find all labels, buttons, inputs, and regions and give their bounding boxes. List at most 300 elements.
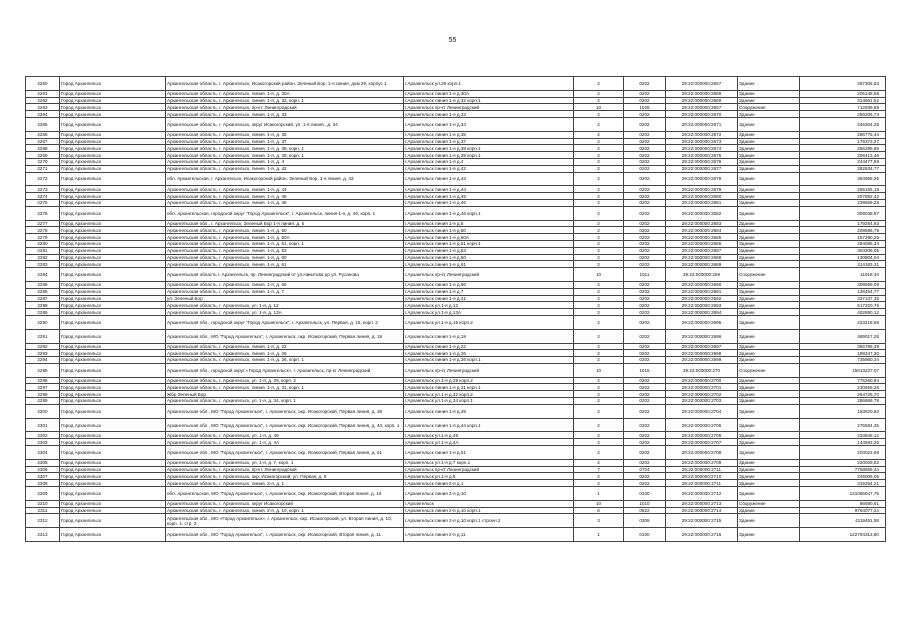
cell-cadastral-value: 122794313,80 [800, 528, 886, 542]
cell-cadastral-number: 29:22:000000:2713 [666, 500, 738, 507]
cell-cadastral-value: 136454,77 [800, 288, 886, 295]
cell-object-type: Здание [738, 281, 800, 288]
cell-group-code: 2 [574, 186, 624, 193]
table-row [26, 186, 886, 193]
cell-group-code: 2 [574, 90, 624, 97]
cell-cadastral-number: 29:22:000000:2699 [666, 357, 738, 364]
cell-cadastral-value: 208596,79 [800, 227, 886, 234]
cell-municipality: Город Архангельск [60, 131, 166, 138]
cell-type-code: 0202 [624, 111, 666, 118]
table-row [26, 145, 886, 152]
cell-municipality: Город Архангельск [60, 473, 166, 480]
table-body [26, 77, 886, 542]
cell-object-type: Здание [738, 158, 800, 165]
cell-short-address: г.Архангельск линия 1-я д.60 [404, 254, 574, 261]
cell-object-type: Здание [738, 309, 800, 316]
cell-cadastral-value: 179284,63 [800, 220, 886, 227]
cell-cadastral-value: 220029,82 [800, 459, 886, 466]
cell-row-number: 2303 [26, 439, 60, 446]
cell-cadastral-number: 29:22:000000:2715 [666, 514, 738, 528]
cell-short-address: г.Архангельск линия 1-я д.51 корп.1 [404, 240, 574, 247]
cell-short-address: г.Архангельск линия 1-я д.5 [404, 220, 574, 227]
cell-group-code: 2 [574, 172, 624, 186]
cell-municipality: Город Архангельск [60, 500, 166, 507]
cell-cadastral-value: 207892,42 [800, 193, 886, 200]
cell-object-type: Сооружение [738, 104, 800, 111]
cell-object-type: Здание [738, 152, 800, 159]
cell-row-number: 2305 [26, 459, 60, 466]
cell-row-number: 2293 [26, 350, 60, 357]
cell-type-code: 0202 [624, 138, 666, 145]
cell-cadastral-value: 233848,12 [800, 432, 886, 439]
cell-row-number: 2279 [26, 234, 60, 241]
cell-type-code: 1015 [624, 363, 666, 377]
cell-type-code: 0202 [624, 227, 666, 234]
cell-short-address: г.Архангельск линия 1-я д.41 [404, 295, 574, 302]
cell-row-number: 2287 [26, 295, 60, 302]
cell-cadastral-number: 29:22:000000:2686 [666, 240, 738, 247]
cell-short-address: г.Архангельск ул.1-я д.13А [404, 309, 574, 316]
cell-group-code: 10 [574, 268, 624, 282]
cell-short-address: г.Архангельск линия 1-я д.46 [404, 199, 574, 206]
cell-short-address: г.Архангельск линия 1-я д.33 [404, 111, 574, 118]
cell-cadastral-value: 735960,34 [800, 357, 886, 364]
cell-municipality: Город Архангельск [60, 97, 166, 104]
cell-municipality: Город Архангельск [60, 446, 166, 460]
cell-group-code: 2 [574, 234, 624, 241]
cell-municipality: Город Архангельск [60, 459, 166, 466]
cell-type-code: 0100 [624, 528, 666, 542]
cell-cadastral-value: 131066047,75 [800, 487, 886, 501]
table-row [26, 111, 886, 118]
cell-cadastral-value: 144593,25 [800, 439, 886, 446]
cell-row-number: 2269 [26, 152, 60, 159]
cell-short-address: г.Архангельск линия 1-я д.53 [404, 247, 574, 254]
table-row [26, 227, 886, 234]
cell-cadastral-value: 265155,19 [800, 186, 886, 193]
cell-cadastral-value: 130804,04 [800, 254, 886, 261]
cell-row-number: 2294 [26, 357, 60, 364]
cell-group-code: 2 [574, 227, 624, 234]
cell-row-number: 2298 [26, 391, 60, 398]
table-row [26, 528, 886, 542]
cell-row-number: 2268 [26, 145, 60, 152]
cell-cadastral-number: 29:22:000000:2671 [666, 117, 738, 131]
cell-group-code: 2 [574, 288, 624, 295]
cell-type-code: 0202 [624, 152, 666, 159]
cell-cadastral-value: 230659,28 [800, 384, 886, 391]
cell-cadastral-number: 29:22:000000:2674 [666, 145, 738, 152]
cell-type-code: 0202 [624, 240, 666, 247]
cell-type-code: 0202 [624, 315, 666, 329]
cell-municipality: Город Архангельск [60, 384, 166, 391]
cell-short-address: г.Архангельск ул.1-я д.15 корп.2 [404, 315, 574, 329]
cell-type-code: 0202 [624, 158, 666, 165]
table-row [26, 90, 886, 97]
cell-cadastral-number: 29:22:000000:2707 [666, 439, 738, 446]
cell-row-number: 2288 [26, 302, 60, 309]
cell-full-address: Архангельская область, г. Архангельск, ул. 1-я, д. 12 [166, 302, 404, 309]
cell-municipality: Город Архангельск [60, 514, 166, 528]
cell-row-number: 2280 [26, 240, 60, 247]
table-row [26, 288, 886, 295]
cell-type-code: 0822 [624, 507, 666, 514]
cell-cadastral-number: 29:22:000000:2693 [666, 302, 738, 309]
cell-municipality: Город Архангельск [60, 404, 166, 418]
cell-municipality: Город Архангельск [60, 466, 166, 473]
cell-object-type: Здание [738, 240, 800, 247]
cell-row-number: 2292 [26, 343, 60, 350]
cell-group-code: 2 [574, 432, 624, 439]
cell-cadastral-number: 29:22:000000:2708 [666, 446, 738, 460]
cell-type-code: 0202 [624, 309, 666, 316]
cell-full-address: Архангельская обл., МО "Город Архангельск", г. Архангельск, окр. Исакогорский, Вторая линия, д. 11 [166, 528, 404, 542]
table-row [26, 254, 886, 261]
cell-short-address: г.Архангельск пр-кт Ленинградский [404, 363, 574, 377]
cell-full-address: Архангельская область, г. Архангельск, линия. 1-я, д. 53 [166, 247, 404, 254]
cell-row-number: 2262 [26, 97, 60, 104]
cell-type-code: 0202 [624, 357, 666, 364]
cell-full-address: Архангельская область, г. Архангельск, линия. 1-я, д. 50 [166, 227, 404, 234]
cell-group-code: 2 [574, 111, 624, 118]
cell-short-address: г.Архангельск ул.1-я д.12 [404, 302, 574, 309]
table-row [26, 487, 886, 501]
cell-cadastral-number: 29:22:000000:2702 [666, 391, 738, 398]
table-row [26, 480, 886, 487]
table-row [26, 117, 886, 131]
table-row [26, 261, 886, 268]
cell-row-number: 2278 [26, 227, 60, 234]
cell-row-number: 2301 [26, 418, 60, 432]
cell-object-type: Здание [738, 193, 800, 200]
cell-cadastral-value: 309569,09 [800, 281, 886, 288]
cell-row-number: 2300 [26, 404, 60, 418]
cell-group-code: 2 [574, 357, 624, 364]
cell-short-address: г.Архангельск ул.1-я д.49 [404, 432, 574, 439]
cell-short-address: г.Архангельск пр-кт Ленинградский [404, 268, 574, 282]
cell-group-code: 2 [574, 117, 624, 131]
cell-cadastral-value: 286775,44 [800, 131, 886, 138]
table-row [26, 104, 886, 111]
cell-full-address: Архангельская обл., городской округ «Город Архангельск», г. Архангельск, пр-кт Ленинградский [166, 363, 404, 377]
cell-object-type: Сооружение [738, 268, 800, 282]
cell-full-address: Архангельская область, г. Архангельск, линия. 1-я, д. 35 [166, 131, 404, 138]
cell-full-address: Архангельская область, г. Архангельск, линия. 1-я, д. 44 [166, 186, 404, 193]
cell-cadastral-value: 244477,58 [800, 158, 886, 165]
cell-cadastral-value: 287306,53 [800, 77, 886, 91]
cell-row-number: 2284 [26, 268, 60, 282]
cell-short-address: г.Архангельск линия 1-я д.22 [404, 343, 574, 350]
cell-municipality: Город Архангельск [60, 398, 166, 405]
cell-short-address: г.Архангельск линия 1-я д.50А [404, 234, 574, 241]
cell-group-code: 8 [574, 507, 624, 514]
cell-cadastral-number: 29:22:000000:2716 [666, 528, 738, 542]
cell-group-code: 2 [574, 329, 624, 343]
table-row [26, 398, 886, 405]
cell-municipality: Город Архангельск [60, 220, 166, 227]
cell-type-code: 0202 [624, 302, 666, 309]
cell-object-type: Здание [738, 343, 800, 350]
cell-municipality: Город Архангельск [60, 439, 166, 446]
cell-full-address: ул. Зеленый Бор [166, 295, 404, 302]
cell-row-number: 2299 [26, 398, 60, 405]
cell-object-type: Здание [738, 487, 800, 501]
cell-municipality: Город Архангельск [60, 357, 166, 364]
cell-municipality: Город Архангельск [60, 77, 166, 91]
cell-municipality: Город Архангельск [60, 391, 166, 398]
cell-cadastral-number: 29:22:000000:2681 [666, 199, 738, 206]
cell-full-address: Жбр Зеленый Бор [166, 391, 404, 398]
cell-full-address: Архангельская обл., МО "Город Архангельск", г. Архангельск, окр. Исакогорский, Первая линия, д. 39 [166, 404, 404, 418]
cell-short-address: г.Архангельск пр-кт Ленинградский [404, 104, 574, 111]
cell-type-code: 0202 [624, 165, 666, 172]
cell-group-code: 2 [574, 459, 624, 466]
cell-cadastral-value: 189347,30 [800, 350, 886, 357]
cell-short-address: г.Архангельск линия 1-я д.50 [404, 227, 574, 234]
table-row [26, 329, 886, 343]
cell-short-address: г.Архангельск линия 1-я д.51 [404, 446, 574, 460]
cell-row-number: 2281 [26, 247, 60, 254]
cell-object-type: Здание [738, 391, 800, 398]
cell-full-address: Архангельская область, г. Архангельск, линия. 1-я, д. 30А [166, 90, 404, 97]
cell-group-code: 2 [574, 240, 624, 247]
cell-municipality: Город Архангельск [60, 186, 166, 193]
cell-municipality: Город Архангельск [60, 268, 166, 282]
cell-short-address: г.Архангельск линия 1-я д.37 [404, 138, 574, 145]
cell-municipality: Город Архангельск [60, 528, 166, 542]
cell-row-number: 2309 [26, 487, 60, 501]
table-row [26, 384, 886, 391]
cell-row-number: 2267 [26, 138, 60, 145]
cell-group-code: 2 [574, 247, 624, 254]
cell-cadastral-value: 294085,34 [800, 240, 886, 247]
cell-cadastral-number: 29:22:000000:2703 [666, 398, 738, 405]
cell-short-address: г.Архангельск линия 1-я д.35 [404, 131, 574, 138]
cell-row-number: 2308 [26, 480, 60, 487]
cell-full-address: Архангельская область, г. Архангельск, линия. 2-я, д. 1 [166, 480, 404, 487]
cell-object-type: Здание [738, 377, 800, 384]
cell-type-code: 0202 [624, 398, 666, 405]
cell-type-code: 0202 [624, 254, 666, 261]
table-row [26, 439, 886, 446]
cell-object-type: Здание [738, 138, 800, 145]
cell-cadastral-value: 712939,89 [800, 104, 886, 111]
cell-full-address: Архангельская область, г. Архангельск, ул. 1-я, д. 13А [166, 309, 404, 316]
cell-group-code: 2 [574, 302, 624, 309]
cell-cadastral-value: 223218,58 [800, 315, 886, 329]
cell-cadastral-value: 206413,46 [800, 152, 886, 159]
table-row [26, 377, 886, 384]
cell-object-type: Здание [738, 439, 800, 446]
table-row [26, 295, 886, 302]
cell-type-code: 0100 [624, 487, 666, 501]
cell-row-number: 2306 [26, 466, 60, 473]
cell-short-address: г.Архангельск пр-кт Ленинградский [404, 466, 574, 473]
cell-type-code: 0202 [624, 459, 666, 466]
cell-type-code: 0202 [624, 97, 666, 104]
cell-full-address: Архангельская область, г. Архангельск, линия. 1-я, д. 26 [166, 350, 404, 357]
cell-group-code: 2 [574, 343, 624, 350]
table-row [26, 391, 886, 398]
cell-cadastral-number: 29:22:000000:2697 [666, 343, 738, 350]
cell-row-number: 2283 [26, 261, 60, 268]
cell-object-type: Сооружение [738, 363, 800, 377]
cell-type-code: 0202 [624, 377, 666, 384]
cell-short-address: г.Архангельск линия 1-я д.26 корп.1 [404, 357, 574, 364]
cell-full-address: обл. Архангельская, МО "Город Архангельск", г. Архангельск, окр. Исакогорский, Вторая линия, д. 10 [166, 487, 404, 501]
cell-cadastral-number: 29:22:000000:2711 [666, 480, 738, 487]
cell-cadastral-number: 29:22:000000:2694 [666, 309, 738, 316]
cell-group-code: 2 [574, 377, 624, 384]
cell-municipality: Город Архангельск [60, 329, 166, 343]
cell-cadastral-number: 29:22:000000:2683 [666, 220, 738, 227]
cell-object-type: Здание [738, 295, 800, 302]
cell-group-code: 2 [574, 138, 624, 145]
cell-municipality: Город Архангельск [60, 302, 166, 309]
cell-row-number: 2274 [26, 193, 60, 200]
cell-short-address: г.Архангельск линия 1-я д.31 корп.1 [404, 384, 574, 391]
cell-short-address: г.Архангельск ул.1-я д.34 корп.1 [404, 398, 574, 405]
cell-cadastral-value: 9764077,24 [800, 507, 886, 514]
cell-group-code: 2 [574, 404, 624, 418]
cell-group-code: 2 [574, 446, 624, 460]
cell-cadastral-value: 264726,70 [800, 391, 886, 398]
cell-municipality: Город Архангельск [60, 315, 166, 329]
cell-full-address: Архангельская область г. Архангельск, пр. Ленинградский от ул.Никитова до ул. Русанова [166, 268, 404, 282]
cell-row-number: 2289 [26, 309, 60, 316]
cell-cadastral-number: 29:22:000000:2670 [666, 111, 738, 118]
cell-full-address: Архангельская область, г. Архангельск, линия. 1-я, д. 32, корп. 1 [166, 97, 404, 104]
cell-cadastral-number: 29:22:000000:2675 [666, 152, 738, 159]
table-row [26, 199, 886, 206]
cell-cadastral-value: 245006,05 [800, 473, 886, 480]
cell-municipality: Город Архангельск [60, 350, 166, 357]
cell-full-address: Архангельская область, г. Архангельск, линия. 1-я, д. 50А [166, 234, 404, 241]
cell-cadastral-value: 314183,31 [800, 261, 886, 268]
cell-full-address: Архангельская область, г. Архангельск, линия. 1-я, д. 61 [166, 261, 404, 268]
table-row [26, 404, 886, 418]
cell-row-number: 2290 [26, 315, 60, 329]
cell-full-address: Архангельская область, г. Архангельск, линия. 1-я, д. 33 [166, 111, 404, 118]
cell-object-type: Здание [738, 234, 800, 241]
cell-short-address: г.Архангельск ул.1-я д.29 корп.2 [404, 377, 574, 384]
cell-municipality: Город Архангельск [60, 261, 166, 268]
cell-type-code: 0305 [624, 514, 666, 528]
cell-short-address: г.Архангельск линия 1-я д.39 корп.1 [404, 152, 574, 159]
cell-full-address: Архангельская область, г. Архангельск, пр-кт. Ленинградский [166, 104, 404, 111]
cell-municipality: Город Архангельск [60, 111, 166, 118]
cell-cadastral-number: 29:22:000000:2698 [666, 350, 738, 357]
cell-object-type: Сооружение [738, 500, 800, 507]
cell-full-address: Архангельская область, г. Архангельск, линия. 1-я, д. 45 [166, 193, 404, 200]
cell-full-address: Архангельская область, г. Архангельск, линия. 1-я, д. 26, корп. 1 [166, 357, 404, 364]
cell-type-code: 0202 [624, 343, 666, 350]
cell-row-number: 2307 [26, 473, 60, 480]
cell-cadastral-value: 314661,52 [800, 97, 886, 104]
cell-full-address: Архангельская обл., г. Архангельск, Зеленый Бор 1-я линия, д. 5 [166, 220, 404, 227]
cell-object-type: Здание [738, 398, 800, 405]
cell-type-code: 1010 [624, 500, 666, 507]
cell-cadastral-value: 11918,34 [800, 268, 886, 282]
cell-group-code: 2 [574, 350, 624, 357]
cell-group-code: 2 [574, 131, 624, 138]
table-row [26, 220, 886, 227]
cell-short-address: г.Архангельск линия 2-я д.11 [404, 528, 574, 542]
cell-cadastral-value: 86690,61 [800, 500, 886, 507]
cell-group-code: 2 [574, 480, 624, 487]
cell-cadastral-value: 205148,58 [800, 90, 886, 97]
cell-object-type: Здание [738, 111, 800, 118]
cell-object-type: Здание [738, 206, 800, 220]
cell-municipality: Город Архангельск [60, 254, 166, 261]
table-row [26, 158, 886, 165]
cell-object-type: Здание [738, 172, 800, 186]
cell-row-number: 2260 [26, 77, 60, 91]
cell-object-type: Здание [738, 528, 800, 542]
cell-municipality: Город Архангельск [60, 104, 166, 111]
cell-short-address: г.Архангельск линия 1-я д.44 корп.1 [404, 418, 574, 432]
cell-object-type: Здание [738, 329, 800, 343]
cell-group-code: 2 [574, 261, 624, 268]
cell-row-number: 2304 [26, 446, 60, 460]
cell-short-address: г.Архангельск линия 1-я д.39 [404, 404, 574, 418]
cell-full-address: Архангельская область, г. Архангельск, ул. 1-я, д. 34, корп. 1 [166, 398, 404, 405]
cell-cadastral-value: 246304,25 [800, 117, 886, 131]
cell-full-address: Архангельская область, г. Архангельск, линия. 1-я, д. 60 [166, 254, 404, 261]
table-row [26, 302, 886, 309]
cell-type-code: 0202 [624, 473, 666, 480]
cell-cadastral-number: 29:22:000000:2689 [666, 261, 738, 268]
cell-object-type: Здание [738, 459, 800, 466]
cell-group-code: 2 [574, 199, 624, 206]
cell-cadastral-value: 239659,28 [800, 199, 886, 206]
cell-short-address: г.Архангельск линия 1-я д.26 [404, 350, 574, 357]
cell-short-address: г.Архангельск линия 1-я д.34 [404, 117, 574, 131]
cell-row-number: 2277 [26, 220, 60, 227]
table-row [26, 247, 886, 254]
table-row [26, 97, 886, 104]
cell-municipality: Город Архангельск [60, 234, 166, 241]
cell-municipality: Город Архангельск [60, 377, 166, 384]
table-row [26, 357, 886, 364]
cell-cadastral-number: 29:22:000000:2690 [666, 281, 738, 288]
cell-cadastral-number: 29:22:000000:2687 [666, 247, 738, 254]
cell-full-address: Архангельская область, г. Архангельск, линия. 1-я, д. 51, корп. 1 [166, 240, 404, 247]
cell-object-type: Здание [738, 254, 800, 261]
cell-row-number: 2275 [26, 199, 60, 206]
cell-full-address: Архангельская область, г. Архангельск, ул. 1-я, д. 29, корп. 2 [166, 377, 404, 384]
cell-group-code: 2 [574, 165, 624, 172]
table-row [26, 172, 886, 186]
table-row [26, 131, 886, 138]
cell-cadastral-number: 29:22:000000:2678 [666, 172, 738, 186]
cell-short-address: г.Архангельск линия 1-я д.42 [404, 165, 574, 172]
cell-municipality: Город Архангельск [60, 432, 166, 439]
cell-row-number: 2297 [26, 384, 60, 391]
cell-cadastral-number: 29:22:000000:2710 [666, 473, 738, 480]
table-row [26, 363, 886, 377]
cell-type-code: 0202 [624, 261, 666, 268]
cell-type-code: 0202 [624, 404, 666, 418]
cell-short-address: г.Архангельск линия 1-я д.46 корп.1 [404, 206, 574, 220]
cell-cadastral-number: 29:22:000000:2667 [666, 104, 738, 111]
cell-group-code: 2 [574, 281, 624, 288]
cell-municipality: Город Архангельск [60, 363, 166, 377]
cell-object-type: Здание [738, 227, 800, 234]
cell-cadastral-value: 203022,69 [800, 446, 886, 460]
cell-full-address: Архангельская обл., городской округ "Город Архангельск", г. Архангельск, ул. Первая, д. 15, корп. 2 [166, 315, 404, 329]
cell-short-address: г.Архангельск ул.1-я д.4А [404, 439, 574, 446]
